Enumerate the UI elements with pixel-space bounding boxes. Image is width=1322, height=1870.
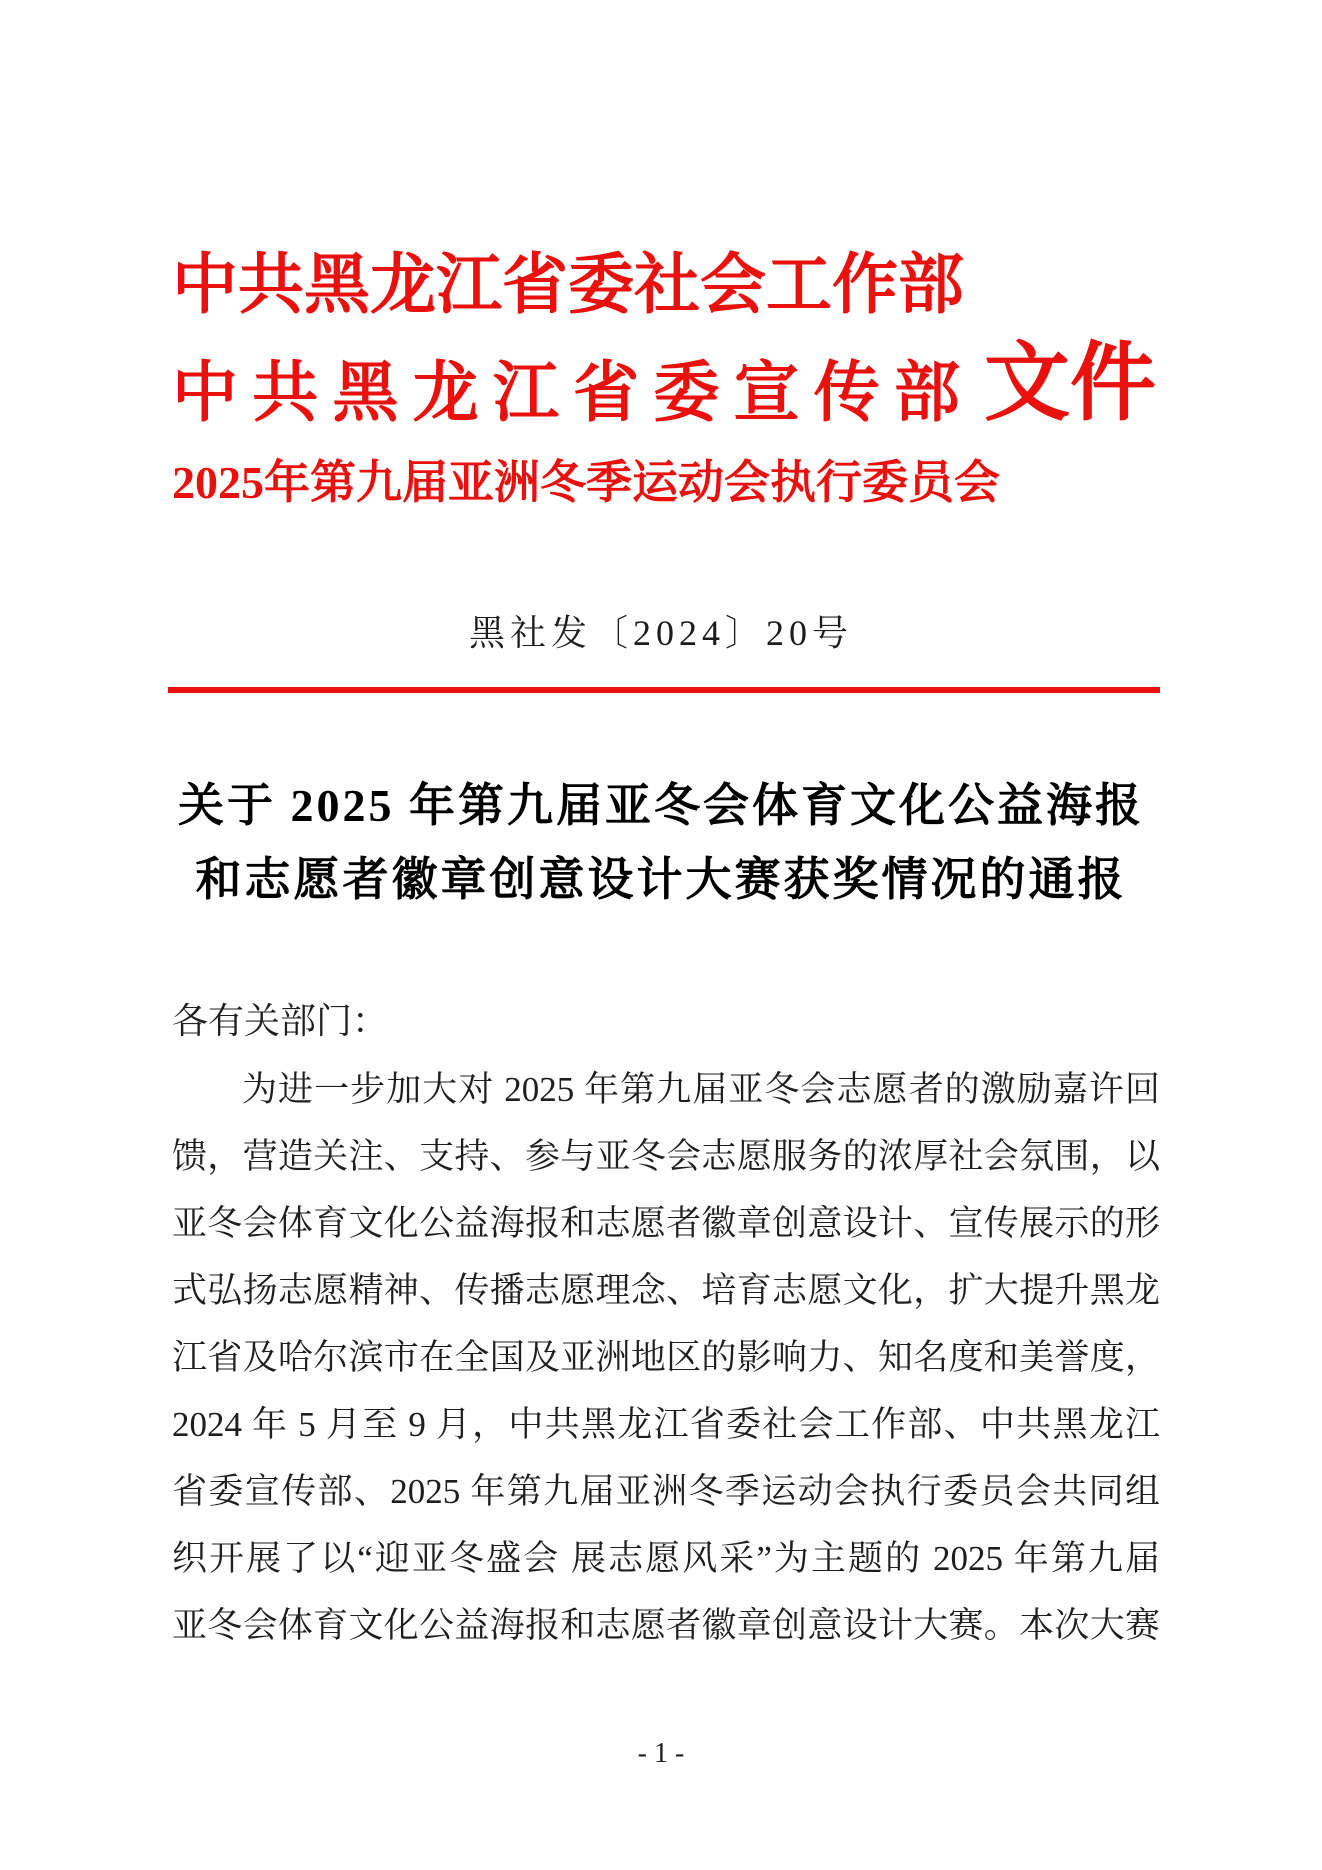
page-number: - 1 - bbox=[637, 1738, 685, 1769]
body-line: 馈，营造关注、支持、参与亚冬会志愿服务的浓厚社会氛围，以 bbox=[172, 1137, 1160, 1176]
body-line: 2024 年 5 月至 9 月，中共黑龙江省委社会工作部、中共黑龙江 bbox=[172, 1405, 1160, 1444]
body-line: 式弘扬志愿精神、传播志愿理念、培育志愿文化，扩大提升黑龙 bbox=[172, 1271, 1160, 1310]
letterhead-divider-rule bbox=[168, 687, 1160, 693]
letterhead-doc-type-label: 文件 bbox=[984, 335, 1156, 431]
body-line: 织开展了以“迎亚冬盛会 展志愿风采”为主题的 2025 年第九届 bbox=[172, 1539, 1160, 1578]
body-paragraph bbox=[172, 1056, 1160, 1659]
document-title bbox=[166, 769, 1156, 917]
salutation: 各有关部门： bbox=[172, 1001, 389, 1041]
letterhead-issuer-social-work-dept: 中共黑龙江省委社会工作部 bbox=[172, 249, 964, 322]
body-line: 亚冬会体育文化公益海报和志愿者徽章创意设计、宣传展示的形 bbox=[172, 1204, 1160, 1243]
document-title-line-1: 关于 2025 年第九届亚冬会体育文化公益海报 bbox=[178, 780, 1144, 831]
document-number: 黑社发〔2024〕20号 bbox=[468, 613, 853, 653]
body-line: 省委宣传部、2025 年第九届亚洲冬季运动会执行委员会共同组 bbox=[172, 1472, 1160, 1511]
body-line: 亚冬会体育文化公益海报和志愿者徽章创意设计大赛。本次大赛 bbox=[172, 1606, 1160, 1645]
body-line: 为进一步加大对 2025 年第九届亚冬会志愿者的激励嘉许回 bbox=[242, 1070, 1160, 1109]
document-title-line-2: 和志愿者徽章创意设计大赛获奖情况的通报 bbox=[195, 854, 1127, 905]
letterhead-issuer-propaganda-dept: 中共黑龙江省委宣传部 bbox=[172, 357, 960, 430]
letterhead-issuer-winter-games-committee: 2025年第九届亚洲冬季运动会执行委员会 bbox=[172, 457, 1000, 508]
body-line: 江省及哈尔滨市在全国及亚洲地区的影响力、知名度和美誉度， bbox=[172, 1338, 1160, 1377]
